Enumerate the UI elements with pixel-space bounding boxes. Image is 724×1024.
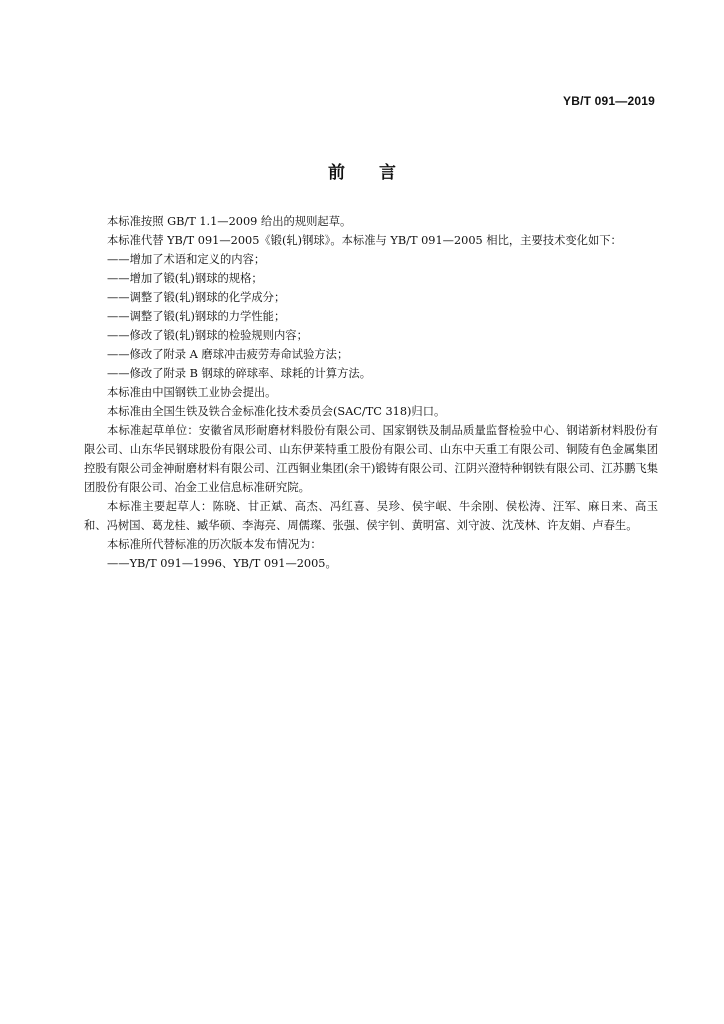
- paragraph-drafters: 本标准主要起草人：陈晓、甘正斌、高杰、冯红喜、吴珍、侯宇岷、牛余刚、侯松涛、汪军、麻日来、高玉和、冯树国、葛龙桂、臧华硕、李海亮、周儒璨、张强、侯宇钊、黄明富、刘守波、沈茂林、许友娟、卢春生。: [84, 500, 658, 532]
- list-item: ——修改了附录 A 磨球冲击疲劳寿命试验方法；: [107, 348, 349, 361]
- standard-number: YB/T 091—2019: [563, 94, 655, 108]
- paragraph-committee: 本标准由全国生铁及铁合金标准化技术委员会(SAC/TC 318)归口。: [107, 405, 446, 418]
- page-title: 前言: [328, 163, 430, 183]
- list-item: ——调整了锻(轧)钢球的力学性能；: [107, 310, 286, 323]
- history-item: ——YB/T 091—1996、YB/T 091—2005。: [107, 557, 337, 570]
- paragraph-drafting-rules: 本标准按照 GB/T 1.1—2009 给出的规则起草。: [107, 215, 352, 228]
- list-item: ——增加了术语和定义的内容；: [107, 253, 266, 266]
- list-item: ——调整了锻(轧)钢球的化学成分；: [107, 291, 286, 304]
- paragraph-proposer: 本标准由中国钢铁工业协会提出。: [107, 386, 277, 399]
- list-item: ——增加了锻(轧)钢球的规格；: [107, 272, 263, 285]
- paragraph-drafting-units: 本标准起草单位：安徽省凤形耐磨材料股份有限公司、国家钢铁及制品质量监督检验中心、钢诺新材料股份有限公司、山东华民钢球股份有限公司、山东伊莱特重工股份有限公司、山东中天重工有限公司、铜陵有色金属集团控股有限公司金神耐磨材料有限公司、江西铜业集团(余干)锻铸有限公司、江阴兴澄特种钢铁有限公司、江苏鹏飞集团股份有限公司、冶金工业信息标准研究院。: [84, 424, 658, 494]
- foreword-body: [84, 212, 658, 573]
- paragraph-replacement: 本标准代替 YB/T 091—2005《锻(轧)钢球》。本标准与 YB/T 091—2005 相比，主要技术变化如下：: [107, 234, 622, 247]
- paragraph-history-intro: 本标准所代替标准的历次版本发布情况为：: [107, 538, 322, 551]
- change-list: [84, 250, 658, 383]
- list-item: ——修改了锻(轧)钢球的检验规则内容；: [107, 329, 308, 342]
- list-item: ——修改了附录 B 钢球的碎球率、球耗的计算方法。: [107, 367, 372, 380]
